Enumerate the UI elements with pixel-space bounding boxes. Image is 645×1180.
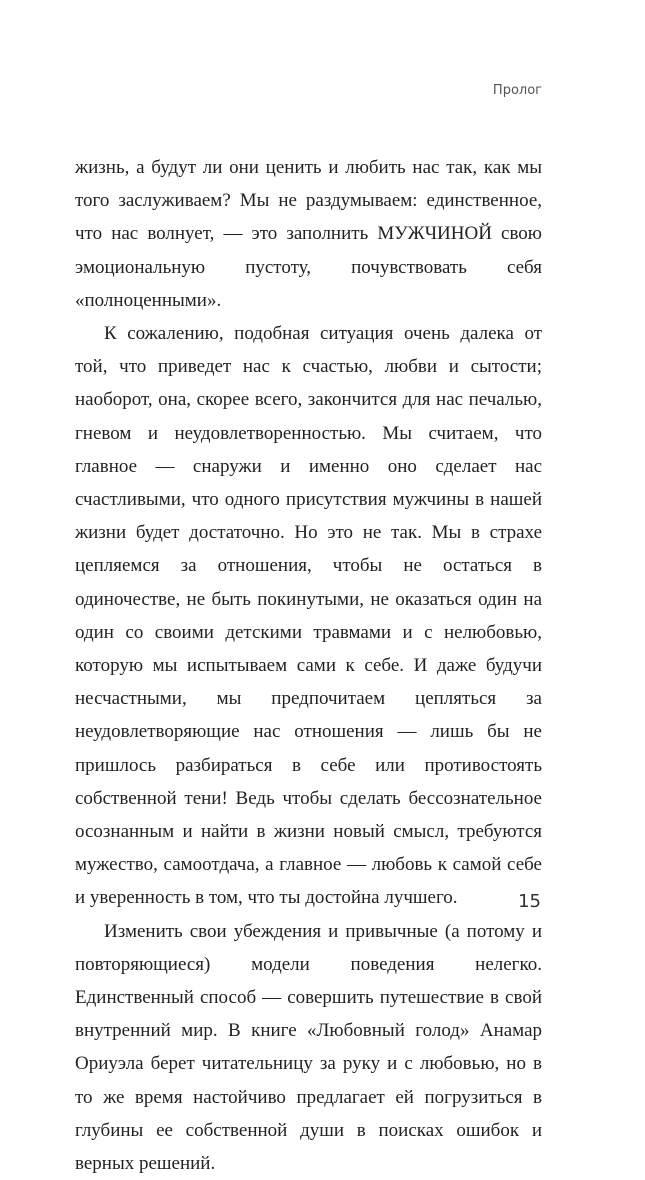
paragraph-1: жизнь, а будут ли они ценить и любить нас так, как мы того заслуживаем? Мы не раздумываем: единственное, что нас волнует, — это заполнить МУЖЧИНОЙ свою эмоциональную пустоту, почувствовать себя «полноценными». [75,157,542,311]
paragraph-3: Изменить свои убеждения и привычные (а потому и повторяющиеся) модели поведения нелегко. Единственный способ — совершить путешествие в свой внутренний мир. В книге «Любовный голод» Анамар Ориуэла берет читательницу за руку и с любовью, но в то же время настойчиво предлагает ей погрузиться в глубины ее собственной души в поисках ошибок и верных решений. [75,920,542,1175]
running-head-title: Пролог [492,83,542,98]
page-number: 15 [518,891,541,912]
paragraph-2: К сожалению, подобная ситуация очень далека от той, что приведет нас к счастью, любви и сытости; наоборот, она, скорее всего, закончится для нас печалью, гневом и неудовлетворенностью. Мы считаем, что главное — снаружи и именно оно сделает нас счастливыми, что одного присутствия мужчины в нашей жизни будет достаточно. Но это не так. Мы в страхе цепляемся за отношения, чтобы не остаться в одиночестве, не быть покинутыми, не оказаться один на один со своими детскими травмами и с нелюбовью, которую мы испытываем сами к себе. И даже будучи несчастными, мы предпочитаем цепляться за неудовлетворяющие нас отношения — лишь бы не пришлось разбираться в себе или противостоять собственной тени! Ведь чтобы сделать бессознательное осознанным и найти в жизни новый смысл, требуются мужество, самоотдача, а главное — любовь к самой себе и уверенность в том, что ты достойна лучшего. [75,323,542,909]
body-text [75,151,542,1180]
